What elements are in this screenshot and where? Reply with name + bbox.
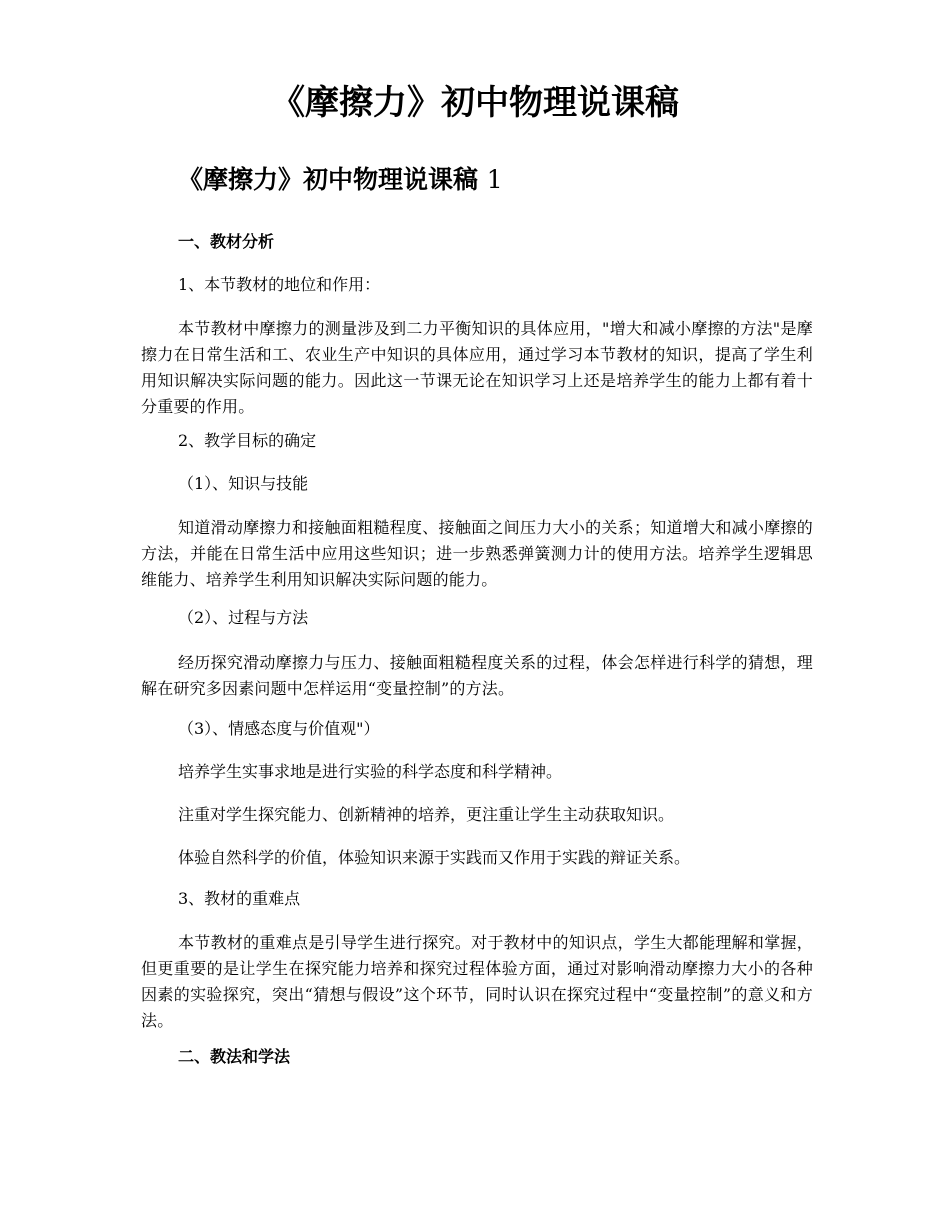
subtitle-number: 1 bbox=[486, 165, 503, 194]
goal-emotion-values: （3）、情感态度与价值观"） bbox=[178, 719, 380, 738]
document-subtitle bbox=[178, 160, 503, 200]
paragraph-knowledge-skills: 知道滑动摩擦力和接触面粗糙程度、接触面之间压力大小的关系；知道增大和减小摩擦的方法，并能在日常生活中应用这些知识；进一步熟悉弹簧测力计的使用方法。培养学生逻辑思维能力、培养学生利用知识解决实际问题的能力。 bbox=[141, 518, 813, 589]
document-title: 《摩擦力》初中物理说课稿 bbox=[271, 83, 679, 123]
section-heading-methods: 二、教法和学法 bbox=[178, 1047, 291, 1066]
item-status-and-role: 1、本节教材的地位和作用： bbox=[178, 275, 381, 294]
line-scientific-attitude: 培养学生实事求地是进行实验的科学态度和科学精神。 bbox=[178, 762, 563, 781]
line-exploration-ability: 注重对学生探究能力、创新精神的培养，更注重让学生主动获取知识。 bbox=[178, 805, 675, 824]
section-heading-textbook-analysis: 一、教材分析 bbox=[178, 232, 275, 251]
paragraph-key-points: 本节教材的重难点是引导学生进行探究。对于教材中的知识点，学生大都能理解和掌握，但更重要的是让学生在探究能力培养和探究过程体验方面，通过对影响滑动摩擦力大小的各种因素的实验探究，突出“猜想与假设”这个环节，同时认识在探究过程中“变量控制”的意义和方法。 bbox=[141, 933, 813, 1030]
goal-knowledge-skills: （1）、知识与技能 bbox=[178, 474, 309, 493]
paragraph-process-method: 经历探究滑动摩擦力与压力、接触面粗糙程度关系的过程，体会怎样进行科学的猜想，理解在研究多因素问题中怎样运用“变量控制”的方法。 bbox=[141, 653, 813, 698]
item-key-points: 3、教材的重难点 bbox=[178, 889, 301, 908]
line-science-value: 体验自然科学的价值，体验知识来源于实践而又作用于实践的辩证关系。 bbox=[178, 848, 691, 867]
item-teaching-goals: 2、教学目标的确定 bbox=[178, 431, 317, 450]
subtitle-text: 《摩擦力》初中物理说课稿 bbox=[178, 165, 479, 194]
goal-process-method: （2）、过程与方法 bbox=[178, 608, 309, 627]
paragraph-textbook-role: 本节教材中摩擦力的测量涉及到二力平衡知识的具体应用，"增大和减小摩擦的方法"是摩擦力在日常生活和工、农业生产中知识的具体应用，通过学习本节教材的知识，提高了学生利用知识解决实际问题的能力。因此这一节课无论在知识学习上还是培养学生的能力上都有着十分重要的作用。 bbox=[141, 319, 813, 416]
